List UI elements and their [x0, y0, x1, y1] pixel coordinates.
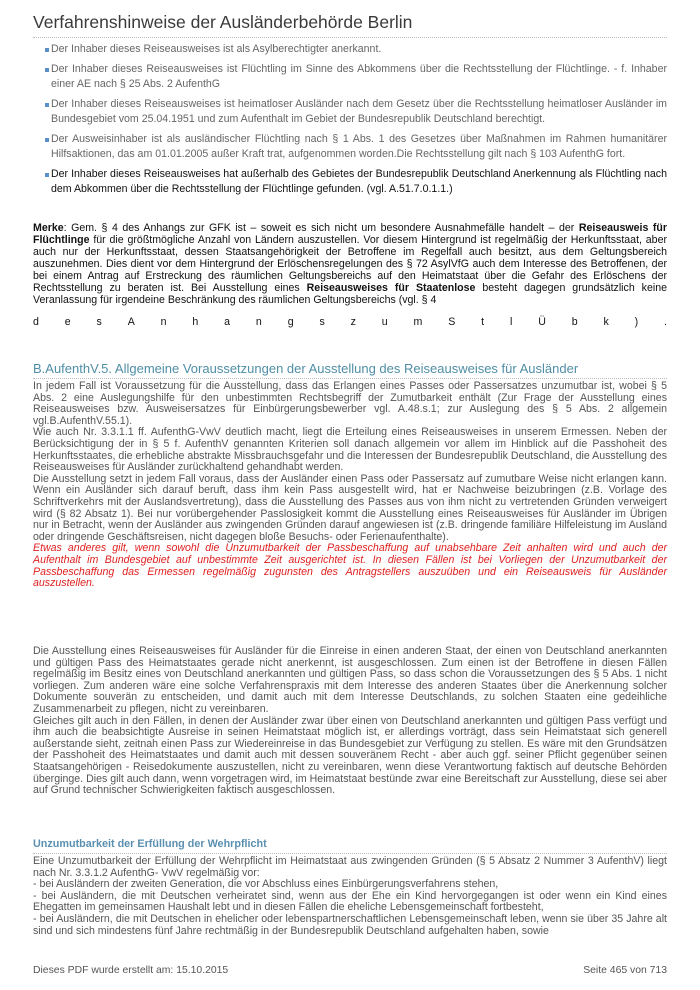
header-divider — [33, 37, 667, 38]
section-body — [33, 381, 667, 590]
section-heading: B.AufenthV.5. Allgemeine Voraussetzungen der Ausstellung des Reiseausweises für Ausländer — [33, 361, 579, 376]
list-line: - bei Ausländern der zweiten Generation, die vor Abschluss eines Einbürgerungsverfahrens stehen, — [33, 878, 499, 891]
highlighted-paragraph: Etwas anderes gilt, wenn sowohl die Unzumutbarkeit der Passbeschaffung auf unabsehbare Zeit anhalten wird und auch der Aufenthalt im Bundesgebiet auf unbestimmte Zeit ausgerichtet ist. In diesen Fällen ist bei Vorliegen der Unzumutbarkeit der Passbeschaffung das Ermessen regelmäßig zugunsten des Antragstellers auszuüben und ein Reiseausweis für Ausländer auszustellen. — [33, 542, 667, 590]
bullet-square-icon — [45, 173, 49, 177]
section-body-continued — [33, 646, 667, 797]
bullet-item: Der Inhaber dieses Reiseausweises ist heimatloser Ausländer nach dem Gesetz über die Rechtsstellung heimatloser Ausländer im Bundesgebiet vom 25.04.1951 und zum Aufenthalt im Gebiet der Bundesrepublik Deutschland berechtigt. — [45, 97, 667, 128]
bullet-item: Der Inhaber dieses Reiseausweises hat außerhalb des Gebietes der Bundesrepublik Deutschland Anerkennung als Flüchtling nach dem Abkommen über die Rechtsstellung der Flüchtlinge gefunden. (vgl. A.51.7.0.1.1.) — [45, 167, 667, 198]
bullet-square-icon — [45, 138, 49, 142]
bullet-square-icon — [45, 68, 49, 72]
paragraph: Die Ausstellung eines Reiseausweises für Ausländer für die Einreise in einen anderen Staat, der einen von Deutschland anerkannten und gültigen Pass des Heimatstaates gerade nicht anerkennt, ist ausgeschlossen. Zum einen ist der Betroffene in diesen Fällen regelmäßig im Besitz eines von Deutschland anerkannten und gültigen Pass, so dass schon die Voraussetzungen des § 5 Abs. 1 nicht vorliegen. Zum anderen wäre eine solche Verfahrenspraxis mit dem Interesse des anderen Staates über die Anerkennung solcher Dokumente souverän zu entscheiden, und damit auch mit dem Interesse Deutschlands, zu solchen Staaten eine gedeihliche Zusammenarbeit zu pflegen, nicht zu vereinbaren. — [33, 645, 667, 715]
bullet-item: Der Inhaber dieses Reiseausweises ist als Asylberechtigter anerkannt. — [45, 42, 667, 58]
page-title: Verfahrenshinweise der Ausländerbehörde Berlin — [33, 12, 413, 32]
paragraph: Wie auch Nr. 3.3.1.1 ff. AufenthG-VwV deutlich macht, liegt die Erteilung eines Reiseausweises in unserem Ermessen. Neben der Berücksichtigung der in § 5 f. AufenthV genannten Kriterien soll danach allgemein vor allem im Hinblick auf die Passhoheit des Herkunftsstaates, die erhebliche abstrakte Missbrauchsgefahr und die Interessen der Bundesrepublik Deutschland, die Ausstellung des Reiseausweises für Ausländer zurückhaltend gehandhabt werden. — [33, 426, 667, 474]
bullet-square-icon — [45, 103, 49, 107]
footer-page-number: Seite 465 von 713 — [583, 965, 667, 976]
footer-created-date: Dieses PDF wurde erstellt am: 15.10.2015 — [33, 965, 229, 976]
paragraph: Gleiches gilt auch in den Fällen, in denen der Ausländer zwar über einen von Deutschland anerkannten und gültigen Pass verfügt und ihm auch die beabsichtigte Ausreise in seinen Heimatstaat möglich ist, er allerdings vorträgt, dass sein Heimatstaat sich generell außerstande sieht, zeitnah einen Pass zur Wiedereinreise in das Bundesgebiet zur Verfügung zu stellen. Es wäre mit den Grundsätzen der Passhoheit des Heimatstaates und damit auch mit dessen souveränem Recht - aber auch ggf. seiner Pflicht gegenüber seinen Staatsangehörigen - Reisedokumente auszustellen, nicht zu vereinbaren, wenn diese Verantwortung faktisch auf deutsche Behörden überginge. Dies gilt auch dann, wenn vorgetragen wird, im Heimatstaat bestünde zwar eine Bereitschaft zur Ausstellung, diese sei aber auf Grund technischer Schwierigkeiten faktisch ausgeschlossen. — [33, 714, 667, 797]
bullet-square-icon — [45, 48, 49, 52]
list-line: - bei Ausländern, die mit Deutschen verheiratet sind, wenn aus der Ehe ein Kind hervorgegangen ist oder wenn ein Kind eines Ehegatten im gemeinsamen Haushalt lebt und in diesen Fällen die eheliche Lebensgemeinschaft fortbesteht, — [33, 889, 667, 914]
list-line: - bei Ausländern, die mit Deutschen in ehelicher oder lebenspartnerschaftlichen Lebensgemeinschaft leben, wenn sie über 35 Jahre alt sind und sich mindestens fünf Jahre rechtmäßig in der Bundesrepublik Deutschland aufgehalten haben, sowie — [33, 912, 667, 937]
bullet-item: Der Ausweisinhaber ist als ausländischer Flüchtling nach § 1 Abs. 1 des Gesetzes über Maßnahmen im Rahmen humanitärer Hilfsaktionen, das am 01.01.2005 außer Kraft trat, aufgenommen worden.Die Rechtsstellung gilt nach § 103 AufenthG fort. — [45, 132, 667, 163]
paragraph: In jedem Fall ist Voraussetzung für die Ausstellung, dass das Erlangen eines Passes oder Passersatzes unzumutbar ist, wobei § 5 Abs. 2 eine Auslegungshilfe für den unbestimmten Rechtsbegriff der Zumutbarkeit enthält (Zur Frage der Ausstellung eines Reiseausweises bzw. Ausweisersatzes für Einbürgerungsbewerber vgl. A.48.s.1; zur Auslegung des § 5 Abs. 2 allgemein vgl.B.AufenthV.55.1). — [33, 380, 667, 427]
section-divider — [33, 378, 667, 379]
subsection-heading: Unzumutbarkeit der Erfüllung der Wehrpflicht — [33, 838, 267, 850]
bullet-list — [45, 42, 667, 202]
merke-spread-line: d e s A n h a n g s z u m S t l Ü b k ) . — [33, 316, 667, 328]
subsection-divider — [33, 853, 667, 854]
paragraph: Eine Unzumutbarkeit der Erfüllung der Wehrpflicht im Heimatstaat aus zwingenden Gründen (§ 5 Absatz 2 Nummer 3 AufenthV) liegt nach Nr. 3.3.1.2 AufenthG- VwV regelmäßig vor: — [33, 855, 667, 879]
wehrpflicht-body — [33, 856, 667, 937]
merke-note: Merke: Gem. § 4 des Anhangs zur GFK ist – soweit es sich nicht um besondere Ausnahmefälle handelt – der Reiseausweis für Flüchtlinge für die größtmögliche Anzahl von Ländern auszustellen. Vor diesem Hintergrund ist regelmäßig der Herkunftsstaat, aber auch nur der Herkunftsstaat, dessen Staatsangehörigkeit der Betroffene im Regelfall auch besitzt, aus dem Geltungsbereich auszunehmen. Dies dient vor dem Hintergrund der Erlöschensregelungen des § 72 AsylVfG auch dem Interesse des Betroffenen, der bei einem Antrag auf Erstreckung des räumlichen Geltungsbereichs auf den Heimatstaat über die Gefahr des Erlöschens der Rechtsstellung zu beraten ist. Bei Ausstellung eines Reiseausweises für Staatenlose besteht dagegen grundsätzlich keine Veranlassung für irgendeine Beschränkung des räumlichen Geltungsbereichs (vgl. § 4 — [33, 222, 667, 306]
bullet-item: Der Inhaber dieses Reiseausweises ist Flüchtling im Sinne des Abkommens über die Rechtsstellung der Flüchtlinge. - f. Inhaber einer AE nach § 25 Abs. 2 AufenthG — [45, 62, 667, 93]
paragraph: Die Ausstellung setzt in jedem Fall voraus, dass der Ausländer einen Pass oder Passersatz auf zumutbare Weise nicht erlangen kann. Wenn ein Ausländer sich darauf beruft, dass ihm kein Pass ausgestellt wird, hat er Nachweise beizubringen (z.B. Vorlage des Schriftverkehrs mit der Auslandsvertretung), dass die Ausstellung des Passes aus von ihm nicht zu vertretenden Gründen verweigert wird (§ 82 Absatz 1). Bei nur vorübergehender Passlosigkeit kommt die Ausstellung eines Reiseausweises für Ausländer im Übrigen nur in Betracht, wenn der Ausländer aus zwingenden Gründen darauf angewiesen ist (z.B. dringende familiäre Hilfeleistung im Ausland oder dringende Geschäftsreisen, nicht dagegen bloße Besuchs- oder Ferienaufenthalte). — [33, 472, 667, 543]
